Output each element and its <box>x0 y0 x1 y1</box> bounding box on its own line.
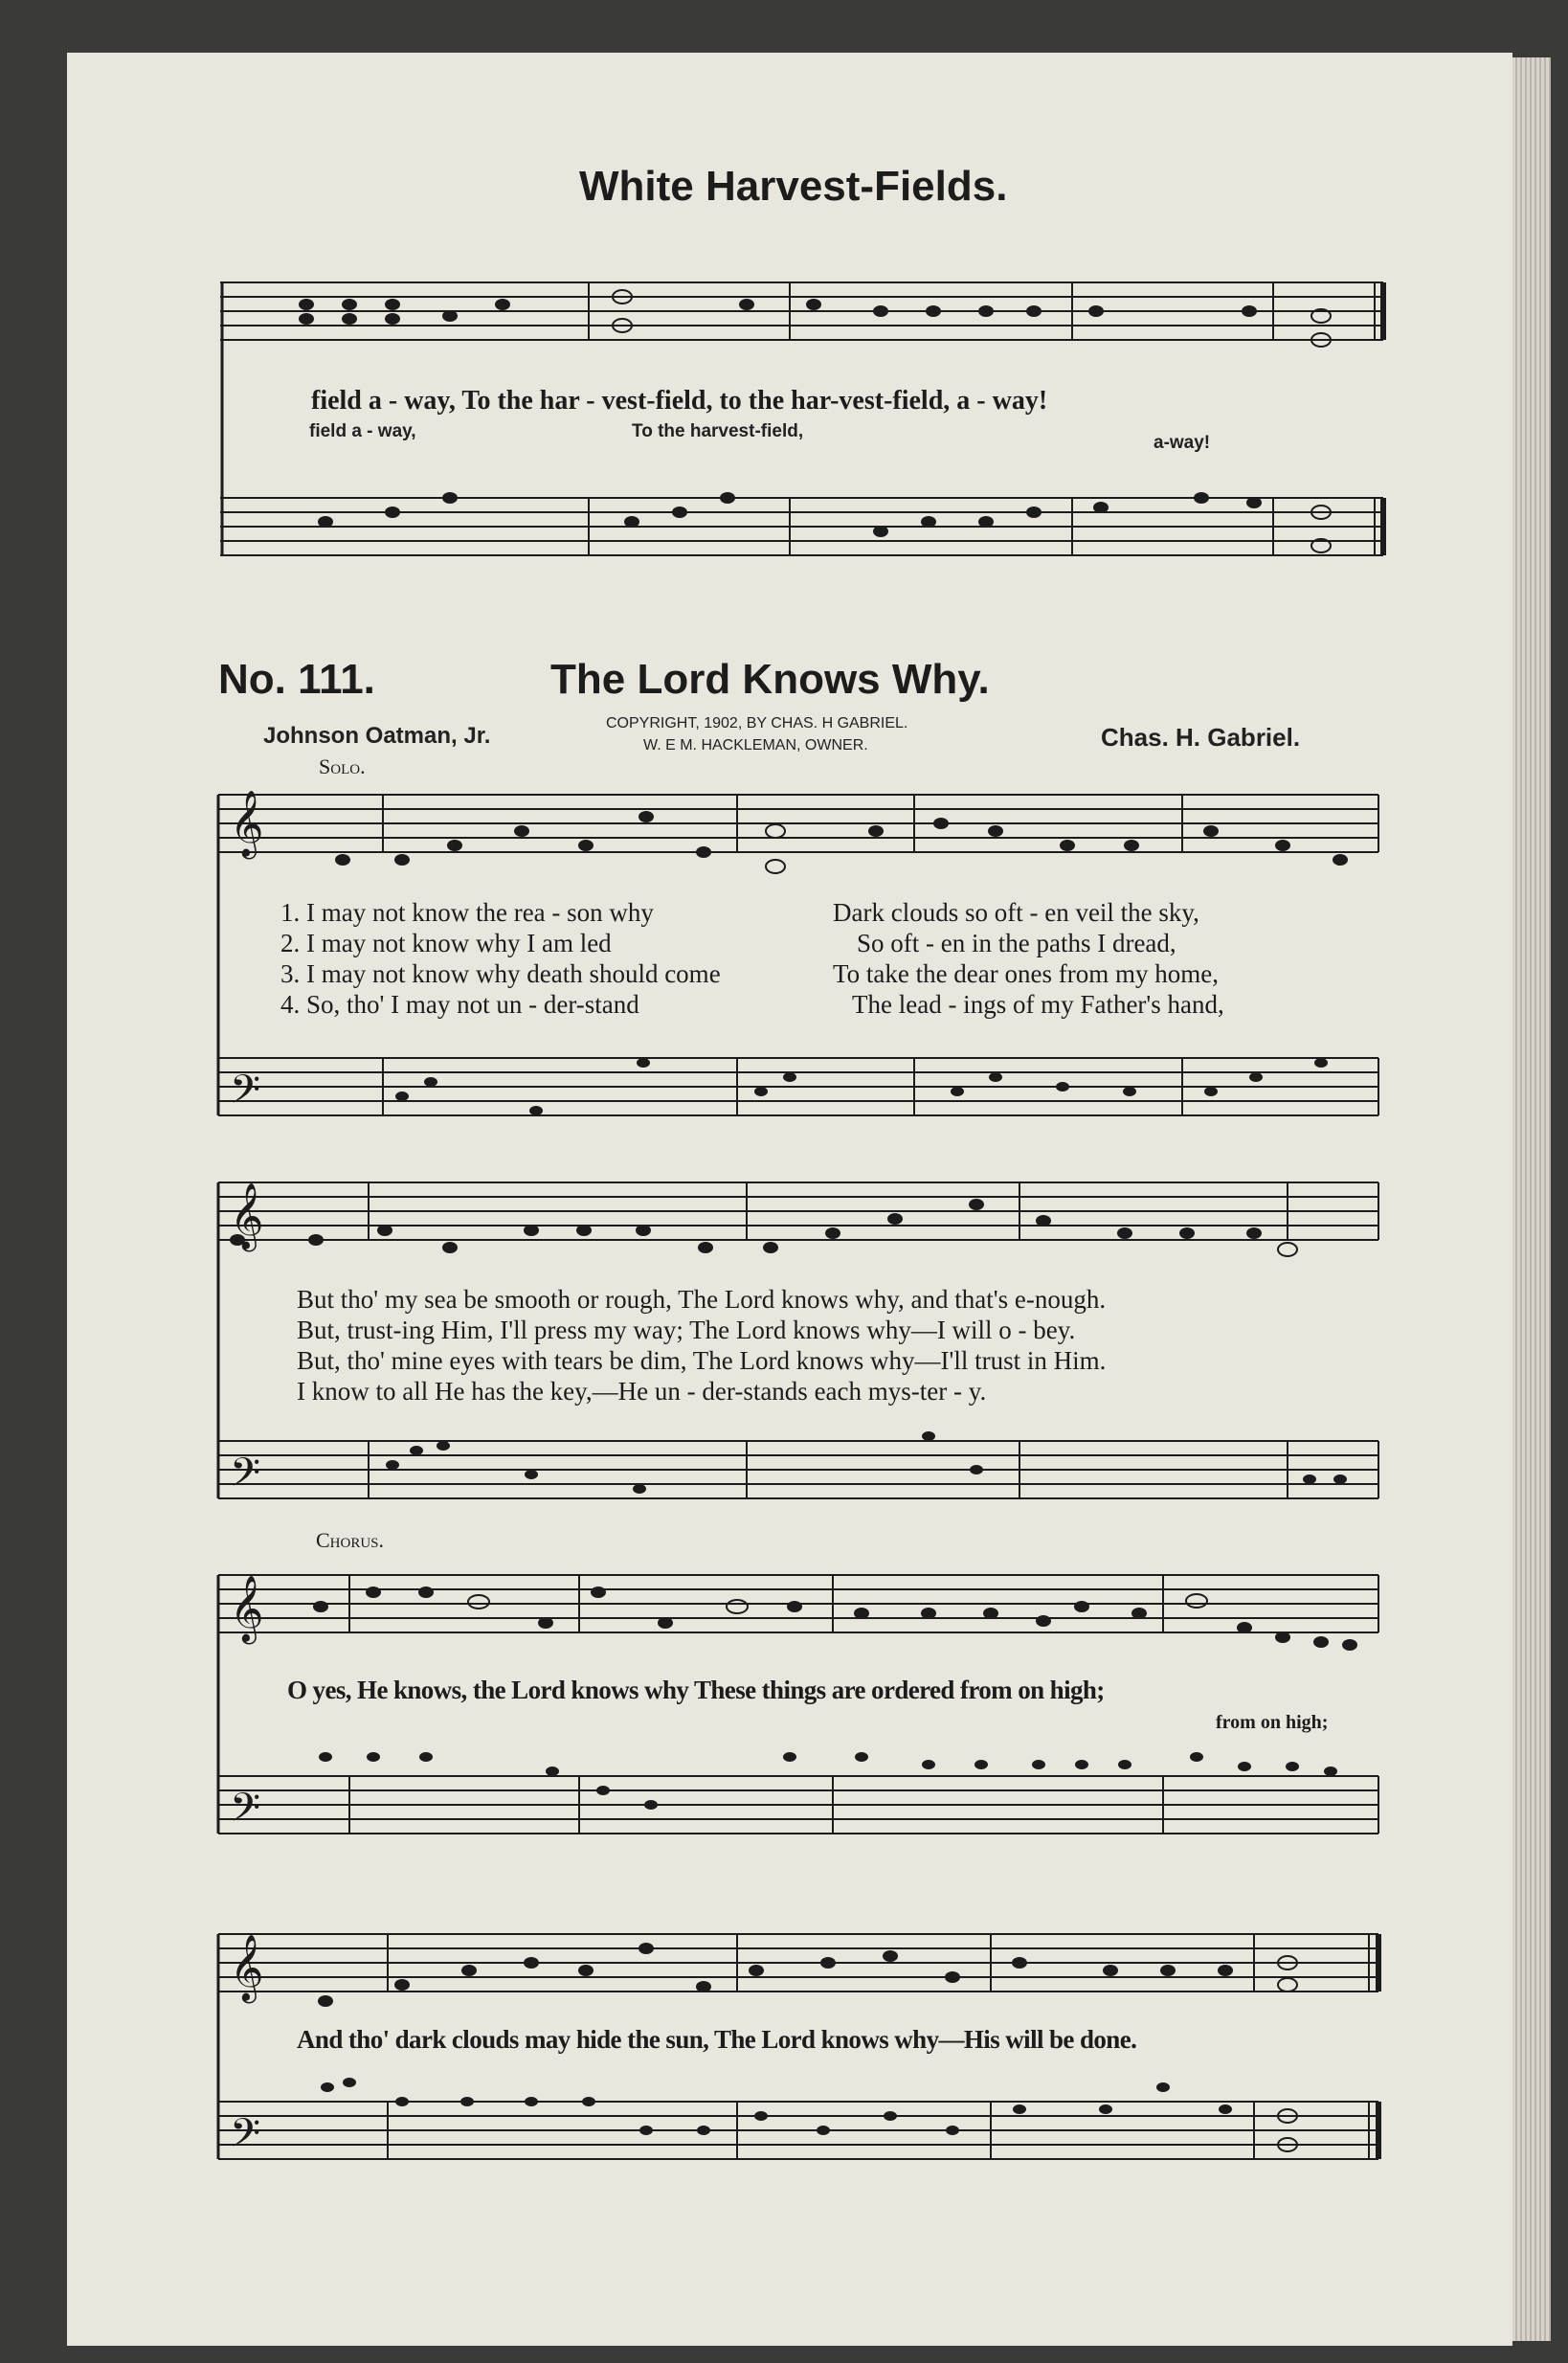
verse-2-refrain-line: But, trust-ing Him, I'll press my way; The Lord knows why—I will o - bey. <box>297 1316 1076 1344</box>
verse-2-part-b: So oft - en in the paths I dread, <box>857 929 1176 957</box>
svg-text:𝄢: 𝄢 <box>230 2110 261 2166</box>
verse-1-part-a: 1. I may not know the rea - son why <box>280 898 654 927</box>
verse-4-part-b: The lead - ings of my Father's hand, <box>852 990 1224 1019</box>
svg-text:𝄞: 𝄞 <box>230 790 264 857</box>
verse-1-part-b: Dark clouds so oft - en veil the sky, <box>833 898 1199 927</box>
verse-3-part-a: 3. I may not know why death should come <box>280 959 721 988</box>
upper-bass-lyric-2: To the harvest-field, <box>632 421 804 441</box>
svg-text:𝄞: 𝄞 <box>230 1575 264 1642</box>
upper-bass-lyric-1: field a - way, <box>309 421 416 441</box>
svg-text:𝄞: 𝄞 <box>230 1934 264 2001</box>
chorus-marking: Chorus. <box>316 1528 385 1552</box>
copyright-line-1: COPYRIGHT, 1902, BY CHAS. H GABRIEL. <box>606 715 908 731</box>
verse-4-part-a: 4. So, tho' I may not un - der-stand <box>280 990 639 1019</box>
upper-song-title: White Harvest-Fields. <box>579 163 1008 210</box>
chorus-line-2: And tho' dark clouds may hide the sun, The Lord knows why—His will be done. <box>297 2025 1137 2054</box>
solo-marking: Solo. <box>319 754 366 778</box>
verse-2-part-a: 2. I may not know why I am led <box>280 929 612 957</box>
hymn-number: No. 111. <box>218 656 375 703</box>
verse-1-refrain-line: But tho' my sea be smooth or rough, The Lord knows why, and that's e-nough. <box>297 1285 1107 1314</box>
svg-text:𝄞: 𝄞 <box>230 1182 264 1249</box>
svg-text:𝄢: 𝄢 <box>230 1785 261 1840</box>
copyright-line-2: W. E M. HACKLEMAN, OWNER. <box>643 737 868 754</box>
upper-lyric-line: field a - way, To the har - vest-field, to the har-vest-field, a - way! <box>311 386 1048 416</box>
upper-bass-lyric-3: a-way! <box>1154 433 1211 453</box>
verse-1-line <box>280 898 654 928</box>
hymn-title: The Lord Knows Why. <box>550 656 990 703</box>
svg-text:𝄢: 𝄢 <box>230 1067 261 1122</box>
svg-text:𝄢: 𝄢 <box>230 1450 261 1505</box>
composer-credit: Chas. H. Gabriel. <box>1101 723 1301 752</box>
chorus-line-1: O yes, He knows, the Lord knows why These things are ordered from on high; <box>287 1676 1105 1704</box>
chorus-echo: from on high; <box>1216 1712 1329 1733</box>
lyricist-credit: Johnson Oatman, Jr. <box>263 723 491 749</box>
verse-3-refrain-line: But, tho' mine eyes with tears be dim, The Lord knows why—I'll trust in Him. <box>297 1346 1107 1375</box>
verse-4-refrain-line: I know to all He has the key,—He un - der-stands each mys-ter - y. <box>297 1377 987 1406</box>
verse-3-part-b: To take the dear ones from my home, <box>833 959 1219 988</box>
